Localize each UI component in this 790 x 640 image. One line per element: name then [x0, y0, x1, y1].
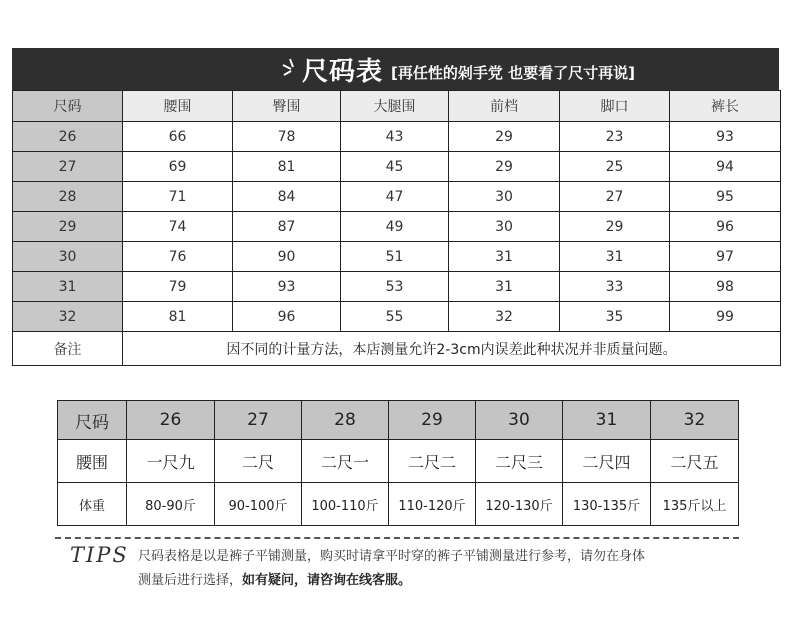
table-row [13, 212, 781, 242]
table-cell: 31 [563, 401, 651, 440]
table-cell: 30 [449, 212, 560, 242]
table-cell: 31 [449, 272, 560, 302]
table-cell: 76 [123, 242, 233, 272]
table-cell: 93 [233, 272, 341, 302]
table-cell: 45 [341, 152, 449, 182]
column-header: 尺码 [13, 91, 123, 122]
size-table-header [13, 91, 781, 122]
waist-row [58, 440, 739, 483]
table-cell: 二尺四 [563, 440, 651, 483]
table-cell: 31 [560, 242, 670, 272]
table-cell: 93 [670, 122, 781, 152]
column-header: 裤长 [670, 91, 781, 122]
table-cell: 96 [670, 212, 781, 242]
table-row [13, 242, 781, 272]
table-cell: 81 [233, 152, 341, 182]
note-row [13, 332, 781, 366]
note-label: 备注 [13, 332, 123, 366]
table-cell: 二尺三 [476, 440, 563, 483]
table-cell: 66 [123, 122, 233, 152]
table-cell: 135斤以上 [651, 483, 739, 526]
table-cell: 27 [215, 401, 302, 440]
row-label: 腰围 [58, 440, 127, 483]
table-cell: 55 [341, 302, 449, 332]
table-row [13, 302, 781, 332]
table-cell: 二尺二 [389, 440, 476, 483]
table-row [13, 182, 781, 212]
table-row [13, 122, 781, 152]
table-cell: 25 [560, 152, 670, 182]
table-cell: 31 [13, 272, 123, 302]
table-cell: 一尺九 [127, 440, 215, 483]
table-cell: 29 [13, 212, 123, 242]
title-wrap [282, 48, 635, 90]
table-cell: 35 [560, 302, 670, 332]
table-cell: 98 [670, 272, 781, 302]
table-cell: 32 [449, 302, 560, 332]
table-cell: 32 [651, 401, 739, 440]
table-cell: 74 [123, 212, 233, 242]
page-subtitle: [再任性的剁手党 也要看了尺寸再说] [391, 63, 635, 82]
tips-text-prefix: 测量后进行选择， [138, 573, 243, 588]
size-table [12, 90, 781, 366]
weight-row [58, 483, 739, 526]
page-title: 尺码表 [302, 56, 384, 87]
table-cell: 27 [560, 182, 670, 212]
note-text: 因不同的计量方法，本店测量允许2-3cm内误差此种状况并非质量问题。 [123, 332, 781, 366]
table-cell: 53 [341, 272, 449, 302]
table-cell: 30 [449, 182, 560, 212]
table-cell: 29 [389, 401, 476, 440]
table-cell: 94 [670, 152, 781, 182]
table-cell: 43 [341, 122, 449, 152]
table-cell: 84 [233, 182, 341, 212]
table-cell: 90 [233, 242, 341, 272]
table-cell: 32 [13, 302, 123, 332]
row-label: 尺码 [58, 401, 127, 440]
title-bar [12, 48, 779, 90]
table-cell: 130-135斤 [563, 483, 651, 526]
table-cell: 80-90斤 [127, 483, 215, 526]
table-cell: 120-130斤 [476, 483, 563, 526]
table-cell: 29 [449, 122, 560, 152]
table-cell: 79 [123, 272, 233, 302]
waist-weight-table [57, 400, 739, 526]
column-header: 脚口 [560, 91, 670, 122]
table-cell: 47 [341, 182, 449, 212]
table-cell: 99 [670, 302, 781, 332]
table-cell: 95 [670, 182, 781, 212]
table-cell: 二尺 [215, 440, 302, 483]
table-cell: 31 [449, 242, 560, 272]
table-cell: 110-120斤 [389, 483, 476, 526]
table-cell: 69 [123, 152, 233, 182]
column-header: 大腿围 [341, 91, 449, 122]
table-cell: 78 [233, 122, 341, 152]
dashed-divider [55, 537, 739, 539]
table-cell: 28 [13, 182, 123, 212]
table-cell: 23 [560, 122, 670, 152]
table-cell: 71 [123, 182, 233, 212]
table-cell: 51 [341, 242, 449, 272]
table-cell: 26 [13, 122, 123, 152]
table-cell: 二尺一 [302, 440, 389, 483]
table-cell: 28 [302, 401, 389, 440]
column-header: 腰围 [123, 91, 233, 122]
table-cell: 26 [127, 401, 215, 440]
column-header: 前档 [449, 91, 560, 122]
column-header: 臀围 [233, 91, 341, 122]
sparkle-icon [282, 57, 298, 81]
table-cell: 29 [449, 152, 560, 182]
table-cell: 81 [123, 302, 233, 332]
table-cell: 96 [233, 302, 341, 332]
table-cell: 29 [560, 212, 670, 242]
table-cell: 33 [560, 272, 670, 302]
table-row [13, 272, 781, 302]
tips-label: TIPS [70, 543, 129, 567]
table-cell: 100-110斤 [302, 483, 389, 526]
size-row [58, 401, 739, 440]
table-cell: 87 [233, 212, 341, 242]
row-label: 体重 [58, 483, 127, 526]
tips-text-bold: 如有疑问，请咨询在线客服。 [242, 573, 412, 588]
tips-text-line2 [138, 569, 411, 588]
table-cell: 30 [13, 242, 123, 272]
tips-text-line1: 尺码表格是以是裤子平铺测量，购买时请拿平时穿的裤子平铺测量进行参考，请勿在身体 [138, 549, 646, 564]
table-cell: 30 [476, 401, 563, 440]
table-cell: 97 [670, 242, 781, 272]
table-cell: 49 [341, 212, 449, 242]
table-cell: 二尺五 [651, 440, 739, 483]
table-cell: 27 [13, 152, 123, 182]
table-row [13, 152, 781, 182]
table-cell: 90-100斤 [215, 483, 302, 526]
